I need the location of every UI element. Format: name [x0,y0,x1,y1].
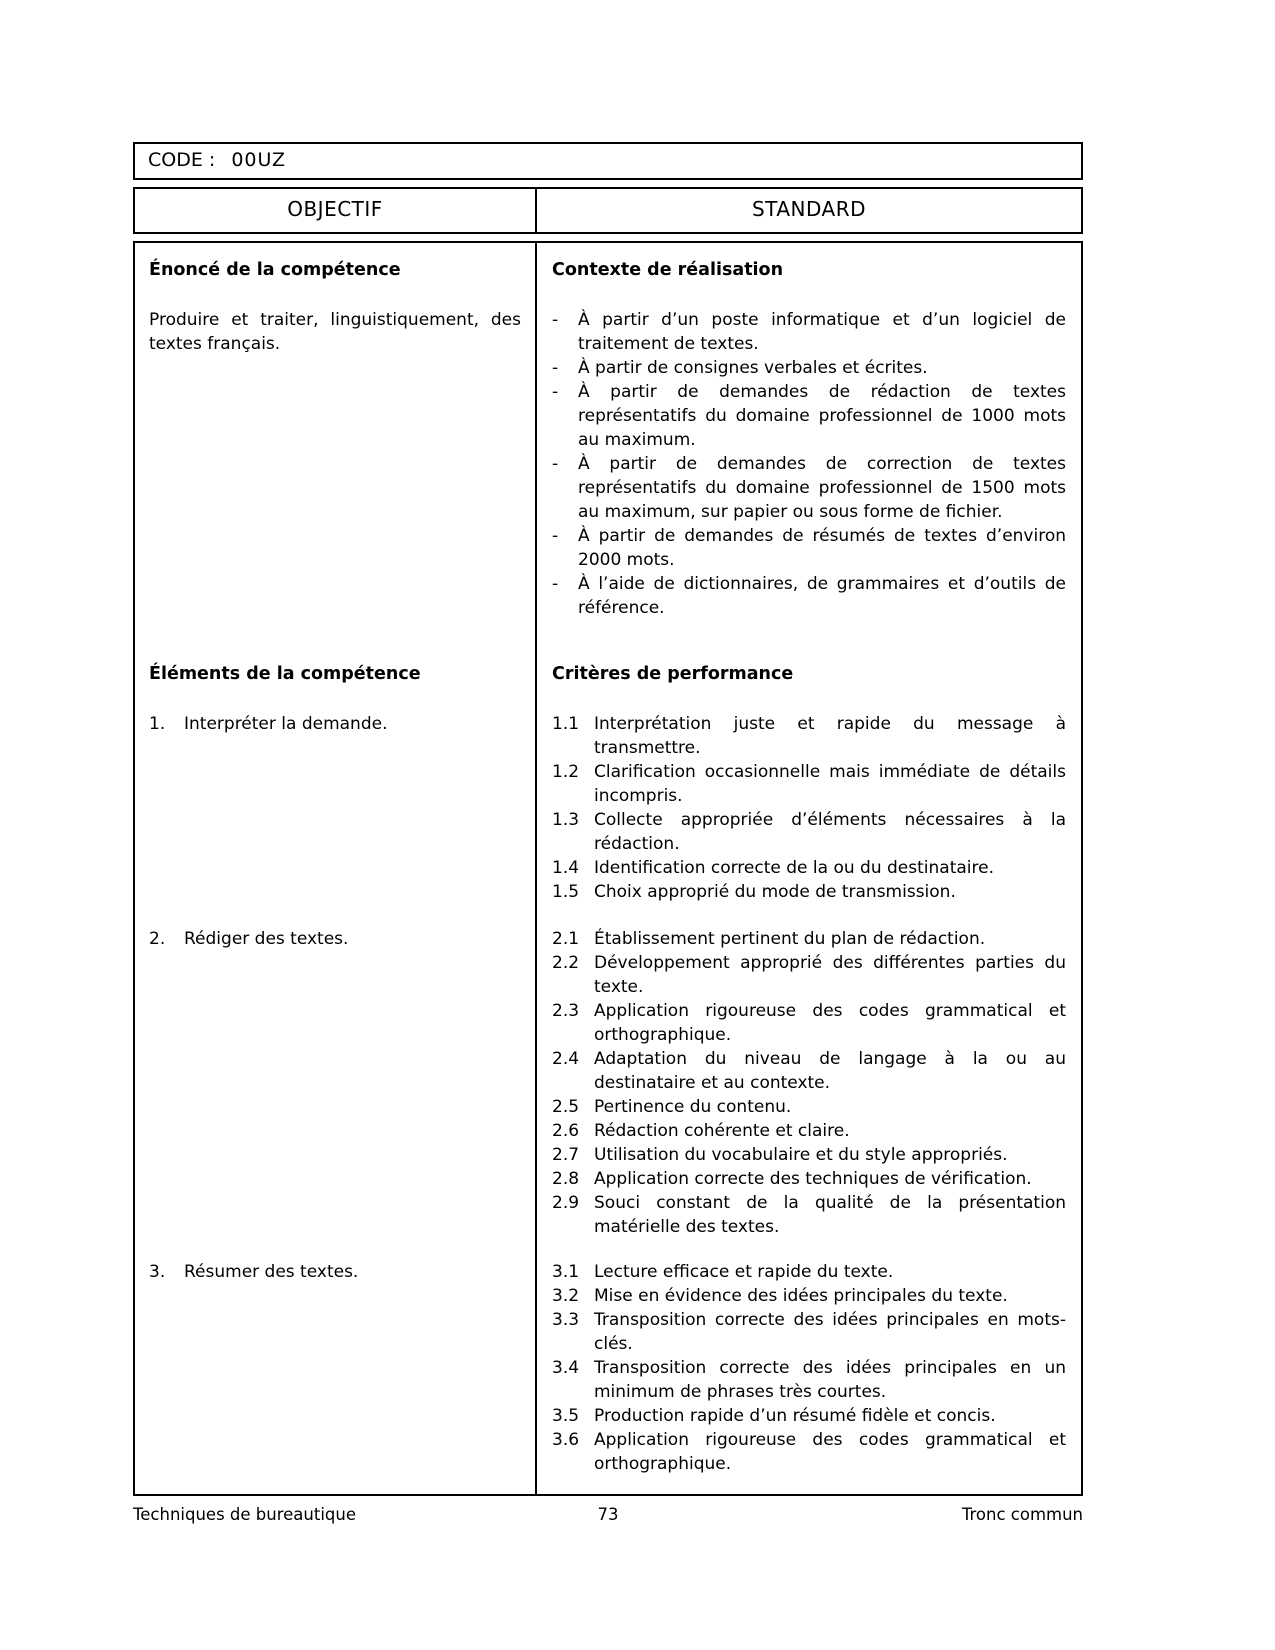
contexte-item [552,308,1066,356]
criterion-text: Application rigoureuse des codes grammatical et orthographique. [594,1001,1066,1045]
criterion-number: 2.1 [552,929,580,949]
criterion-text: Utilisation du vocabulaire et du style appropriés. [594,1145,1008,1165]
criterion-text: Mise en évidence des idées principales du texte. [594,1286,1008,1306]
element-text: Rédiger des textes. [184,929,349,949]
contexte-item [552,524,1066,572]
criterion-number: 2.5 [552,1097,580,1117]
criterion-number: 2.4 [552,1049,580,1069]
element-text: Interpréter la demande. [184,714,388,734]
contexte-list [537,282,1081,620]
criterion-text: Transposition correcte des idées principales en un minimum de phrases très courtes. [594,1358,1066,1402]
element-text: Résumer des textes. [184,1262,359,1282]
element-number: 2. [149,929,166,949]
criterion-row [552,808,1066,856]
criterion-text: Identification correcte de la ou du destinataire. [594,858,994,878]
criterion-text: Interprétation juste et rapide du message à transmettre. [594,714,1066,758]
contexte-item-text: À l’aide de dictionnaires, de grammaires et d’outils de référence. [578,574,1066,618]
band-titles-1 [135,243,1081,282]
criterion-number: 3.1 [552,1262,580,1282]
criterion-row [552,1308,1066,1356]
criterion-number: 1.3 [552,810,580,830]
criterion-row [552,1047,1066,1095]
criterion-text: Application rigoureuse des codes grammatical et orthographique. [594,1430,1066,1474]
criteres-group-3 [537,1239,1081,1494]
criterion-row [552,1260,1066,1284]
criterion-text: Production rapide d’un résumé fidèle et concis. [594,1406,996,1426]
page-footer [133,1505,1083,1524]
criteres-title: Critères de performance [552,664,794,684]
criterion-row [552,1356,1066,1404]
criterion-row [552,1119,1066,1143]
code-value: 00UZ [231,149,287,171]
criterion-number: 1.1 [552,714,580,734]
element-number: 3. [149,1262,166,1282]
objectif-cell [135,904,537,1239]
criterion-text: Choix approprié du mode de transmission. [594,882,956,902]
criterion-row [552,712,1066,760]
standard-cell [537,243,1081,282]
contexte-item-text: À partir de demandes de correction de textes représentatifs du domaine professionnel de 1500 mots au maximum, sur papier ou sous forme de fichier. [578,454,1066,522]
band-titles-2 [135,620,1081,686]
criteres-group-1 [537,686,1081,904]
standard-column-header: STANDARD [751,197,867,221]
contexte-item [552,452,1066,524]
footer-section-label: Tronc commun [961,1505,1083,1524]
criterion-text: Rédaction cohérente et claire. [594,1121,850,1141]
element-item [149,1260,521,1284]
band-element-2 [135,904,1081,1239]
criterion-row [552,1143,1066,1167]
criterion-text: Collecte appropriée d’éléments nécessaires à la rédaction. [594,810,1066,854]
standard-cell [537,620,1081,686]
criterion-row [552,999,1066,1047]
criterion-text: Développement approprié des différentes parties du texte. [594,953,1066,997]
criteres-group-2 [537,904,1081,1239]
criterion-row [552,1167,1066,1191]
objectif-cell [135,1239,537,1494]
criterion-number: 3.6 [552,1430,580,1450]
criterion-number: 1.5 [552,882,580,902]
criterion-number: 3.3 [552,1310,580,1330]
criterion-number: 2.3 [552,1001,580,1021]
contexte-item-text: À partir de demandes de résumés de textes d’environ 2000 mots. [578,526,1066,570]
dash-bullet: - [552,526,559,546]
criterion-text: Clarification occasionnelle mais immédiate de détails incompris. [594,762,1066,806]
band-enonce-contexte [135,282,1081,620]
contexte-item-text: À partir de consignes verbales et écrites. [578,358,928,378]
criterion-row [552,927,1066,951]
criterion-number: 3.5 [552,1406,580,1426]
criterion-text: Lecture efficace et rapide du texte. [594,1262,894,1282]
criterion-number: 2.2 [552,953,580,973]
contexte-item-text: À partir de demandes de rédaction de textes représentatifs du domaine professionnel de 1000 mots au maximum. [578,382,1066,450]
contexte-item [552,356,1066,380]
criterion-text: Adaptation du niveau de langage à la ou au destinataire et au contexte. [594,1049,1066,1093]
criterion-number: 1.2 [552,762,580,782]
code-box [133,142,1083,180]
criterion-number: 3.2 [552,1286,580,1306]
enonce-text: Produire et traiter, linguistiquement, des textes français. [149,310,521,354]
criterion-text: Établissement pertinent du plan de rédaction. [594,929,986,949]
criterion-number: 2.6 [552,1121,580,1141]
objectif-cell [135,686,537,904]
contexte-item [552,380,1066,452]
contexte-item [552,572,1066,620]
dash-bullet: - [552,382,559,402]
element-item [149,927,521,951]
dash-bullet: - [552,454,559,474]
criterion-row [552,1284,1066,1308]
criterion-row [552,1095,1066,1119]
criterion-row [552,1428,1066,1476]
criterion-number: 2.7 [552,1145,580,1165]
criterion-text: Souci constant de la qualité de la présentation matérielle des textes. [594,1193,1066,1237]
objectif-cell [135,282,537,620]
criterion-row [552,856,1066,880]
criterion-row [552,760,1066,808]
criterion-number: 2.8 [552,1169,580,1189]
band-element-3 [135,1239,1081,1494]
code-label: CODE : [148,149,216,171]
contexte-title: Contexte de réalisation [552,260,784,280]
table-header-row [133,187,1083,234]
criterion-row [552,1404,1066,1428]
criterion-number: 1.4 [552,858,580,878]
elements-title: Éléments de la compétence [149,664,421,684]
table-body [133,241,1083,1496]
criterion-number: 3.4 [552,1358,580,1378]
contexte-item-text: À partir d’un poste informatique et d’un logiciel de traitement de textes. [578,310,1066,354]
document-table [133,142,1083,1524]
objectif-cell [135,620,537,686]
element-item [149,712,521,736]
footer-document-title: Techniques de bureautique [133,1505,356,1524]
criterion-row [552,951,1066,999]
dash-bullet: - [552,574,559,594]
criterion-text: Transposition correcte des idées principales en mots-clés. [594,1310,1066,1354]
criterion-row [552,880,1066,904]
objectif-cell [135,243,537,282]
criterion-text: Pertinence du contenu. [594,1097,792,1117]
criterion-row [552,1191,1066,1239]
criterion-text: Application correcte des techniques de vérification. [594,1169,1032,1189]
dash-bullet: - [552,358,559,378]
footer-page-number: 73 [597,1505,619,1524]
dash-bullet: - [552,310,559,330]
band-element-1 [135,686,1081,904]
element-number: 1. [149,714,166,734]
criterion-number: 2.9 [552,1193,580,1213]
objectif-column-header: OBJECTIF [135,189,537,232]
enonce-title: Énoncé de la compétence [149,260,401,280]
